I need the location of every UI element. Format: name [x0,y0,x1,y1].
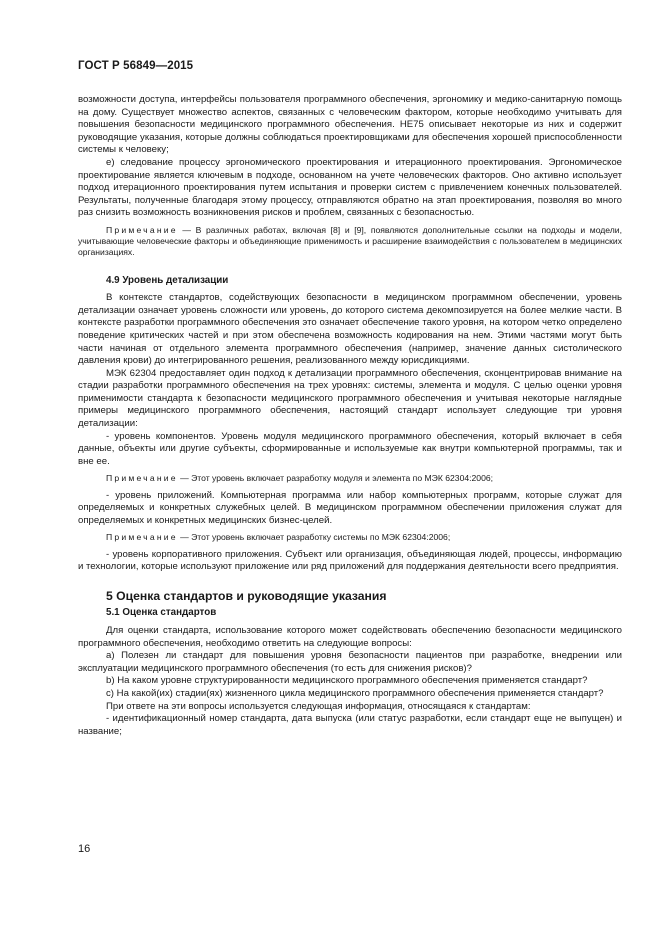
paragraph: МЭК 62304 предоставляет один подход к детализации программного обеспечения, сконцентрировав внимание на стадии разработки программного обеспечения на трех уровнях: системы, элемента и модуля. С целью оценки уровня применимости стандарта к безопасности медицинского программного обеспечения и учитывая некоторые наглядные примеры медицинского программного обеспечения, настоящий стандарт использует следующие три уровня детализации: [78,367,622,430]
note-label: Примечание [106,473,178,484]
paragraph: При ответе на эти вопросы используется следующая информация, относящаяся к стандартам: [106,700,531,712]
paragraph: - уровень корпоративного приложения. Субъект или организация, объединяющая людей, процессы, информацию и технологии, которые используют приложение или ряд приложений для поддержания деятельности всего предприятия. [78,548,622,573]
paragraph: В контексте стандартов, содействующих безопасности в медицинском программном обеспечении, уровень детализации означает уровень сложности или уровень, до которого система декомпозируется на более мелкие части. В контексте разработки программного обеспечения это означает обеспечение такого уровня, на котором четко определено поведение критических частей и при этом обеспечена возможность кодирования на нем. Этими частями могут быть части начиная от отдельного элемента программного обеспечения (например, значение данных систолического давления крови) до интегрированного решения, реализованного между юрисдикциями. [78,292,622,367]
note [78,225,622,259]
note-text: — Этот уровень включает разработку модуля и элемента по МЭК 62304:2006; [177,473,494,484]
section-heading: 4.9 Уровень детализации [106,274,229,286]
paragraph: - уровень компонентов. Уровень модуля медицинского программного обеспечения, который включает в себя данные, объекты или другие субъекты, сформированные и используемые как внутри компьютерной программы, так и вне ее. [78,430,622,467]
note [78,473,622,484]
section-heading: 5.1 Оценка стандартов [106,607,217,619]
paragraph: c) На какой(их) стадии(ях) жизненного цикла медицинского программного обеспечения применяется стандарт? [106,687,604,699]
paragraph: a) Полезен ли стандарт для повышения уровня безопасности пациентов при разработке, внедрении или эксплуатации медицинского программного обеспечения (то есть для снижения рисков)? [78,650,622,674]
note-label: Примечание [106,532,178,543]
note [78,532,622,543]
document-body [78,94,622,738]
document-header: ГОСТ Р 56849—2015 [78,60,194,72]
page-number: 16 [78,843,91,855]
note-text: — Этот уровень включает разработку системы по МЭК 62304:2006; [177,532,451,543]
paragraph: Для оценки стандарта, использование которого может содействовать обеспечению безопасности медицинского программного обеспечения, необходимо ответить на следующие вопросы: [78,625,622,649]
paragraph: - идентификационный номер стандарта, дата выпуска (или статус разработки, если стандарт еще не выпущен) и название; [78,713,622,737]
note-label: Примечание [106,224,178,235]
paragraph: b) На каком уровне структурированности медицинского программного обеспечения применяется стандарт? [106,675,588,687]
note-text: — В различных работах, включая [8] и [9], появляются дополнительные ссылки на подходы и модели, учитывающие человеческие факторы и объединяющие применимость и расширение взаимодействия с пользователем в медицинских организациях. [78,224,622,258]
paragraph: e) следование процессу эргономического проектирования и итерационного проектирования. Эргономическое проектирование является ключевым в подходе, основанном на учете человеческих факторов. Оно активно использует подход итерационного проектирования путем испытания и проверки систем с привлечением конечных пользователей. Результаты, полученные благодаря этому процессу, отправляются обратно на этап проектирования, позволяя во много раз снизить возможность возникновения рисков и проблем, связанных с безопасностью. [78,156,622,219]
chapter-heading: 5 Оценка стандартов и руководящие указания [106,588,387,603]
paragraph: возможности доступа, интерфейсы пользователя программного обеспечения, эргономику и медико-санитарную помощь на дому. Существует множество аспектов, связанных с человеческим фактором, которые необходимо учитывать для повышения безопасности медицинского программного обеспечения. HE75 описывает некоторые из них и содержит руководящие указания, которые должны соблюдаться проектировщиками для обеспечения хорошей приспособленности системы к человеку; [78,94,622,156]
paragraph: - уровень приложений. Компьютерная программа или набор компьютерных программ, которые служат для определяемых и конкретных служебных целей. В медицинском программном обеспечении приложения служат для определяемых и конкретных медицинских бизнес-целей. [78,489,622,526]
